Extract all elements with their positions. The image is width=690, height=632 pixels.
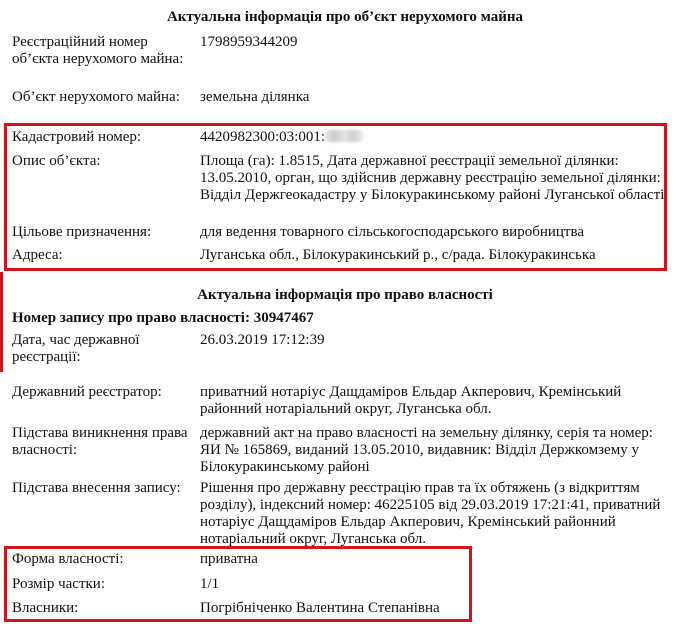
row-entry-basis-label: Підстава внесення запису: bbox=[12, 480, 181, 496]
row-address-value: Луганська обл., Білокуракинський р., с/рада. Білокуракинська bbox=[200, 247, 596, 263]
row-reg-date-label: Дата, час державної реєстрації: bbox=[12, 332, 140, 365]
row-entry-basis-value: Рішення про державну реєстрацію прав та їх обтяжень (з відкриттям розділу), індексний номер: 46225105 від 29.03.2019 17:21:41, приватний нотаріус Дащдаміров Ельдар Акперович, Кремінський районний нотаріальний округ, Луганська обл. bbox=[200, 480, 661, 547]
row-description-label: Опис об’єкта: bbox=[12, 153, 101, 169]
row-description-value: Площа (га): 1.8515, Дата державної реєстрації земельної ділянки: 13.05.2010, орган, що здійснив державну реєстрацію земельної ділянки: Відділ Держгеокадастру у Білокуракинському районі Луганської області bbox=[200, 153, 665, 203]
row-purpose-label: Цільове призначення: bbox=[12, 224, 152, 240]
highlight-box-property bbox=[4, 123, 667, 271]
row-object-label: Об’єкт нерухомого майна: bbox=[12, 89, 180, 105]
ownership-heading: Актуальна інформація про право власності bbox=[197, 287, 493, 303]
row-address-label: Адреса: bbox=[12, 247, 63, 263]
record-number-label: Номер запису про право власності: bbox=[12, 310, 250, 326]
row-cadastral-label: Кадастровий номер: bbox=[12, 129, 142, 145]
row-registration-number-label: Реєстраційний номер об’єкта нерухомого майна: bbox=[12, 34, 184, 67]
row-reg-date-value: 26.03.2019 17:12:39 bbox=[200, 332, 325, 348]
row-object-value: земельна ділянка bbox=[200, 89, 310, 105]
row-owners-label: Власники: bbox=[12, 600, 79, 616]
row-registration-number-value: 1798959344209 bbox=[200, 34, 298, 50]
row-registrar-value: приватний нотаріус Дащдаміров Ельдар Акперович, Кремінський районний нотаріальний округ, Луганська обл. bbox=[200, 384, 622, 417]
row-ownership-basis-label: Підстава виникнення права власності: bbox=[12, 425, 188, 458]
row-purpose-value: для ведення товарного сільськогосподарського виробництва bbox=[200, 224, 585, 240]
row-share-size-value: 1/1 bbox=[200, 576, 220, 592]
row-share-size-label: Розмір частки: bbox=[12, 576, 105, 592]
row-registrar-label: Державний реєстратор: bbox=[12, 384, 162, 400]
row-ownership-form-value: приватна bbox=[200, 551, 258, 567]
cadastral-number-text: 4420982300:03:001: bbox=[200, 129, 326, 145]
row-ownership-form-label: Форма власності: bbox=[12, 551, 124, 567]
row-ownership-basis-value: державний акт на право власності на земельну ділянку, серія та номер: ЯИ № 165869, виданий 13.05.2010, видавник: Відділ Держкомзему у Білокуракинському районі bbox=[200, 425, 653, 475]
highlight-box-ownership bbox=[4, 546, 472, 622]
row-owners-value: Погрібніченко Валентина Степанівна bbox=[200, 600, 440, 616]
record-number-value: 30947467 bbox=[253, 310, 314, 326]
property-heading: Актуальна інформація про об’єкт нерухомого майна bbox=[166, 9, 524, 25]
record-number-line bbox=[12, 310, 314, 327]
